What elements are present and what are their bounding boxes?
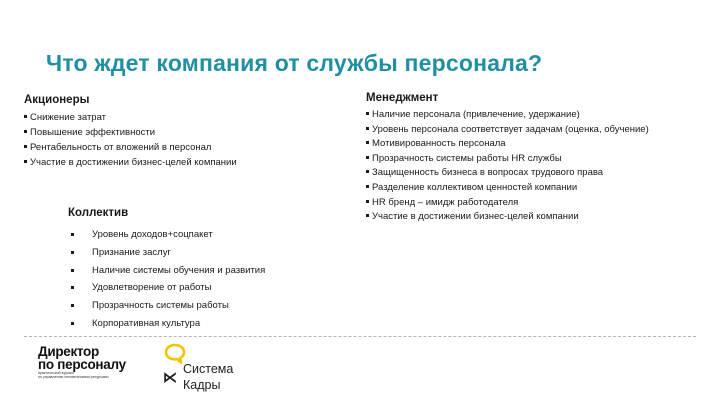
bullet-icon	[71, 322, 74, 325]
list-item	[366, 210, 656, 225]
list-item-text: Наличие системы обучения и развития	[92, 264, 266, 276]
list-item	[366, 137, 656, 152]
list-item	[366, 152, 656, 167]
bullet-icon	[71, 269, 74, 272]
bullet-icon	[71, 233, 74, 236]
list-item	[24, 125, 344, 140]
collective-heading: Коллектив	[68, 207, 129, 219]
footer-divider	[24, 336, 696, 337]
bullet-icon	[366, 141, 369, 144]
bullet-icon	[24, 145, 27, 148]
list-item	[366, 196, 656, 211]
list-item-text: Корпоративная культура	[92, 317, 201, 329]
bullet-icon	[71, 286, 74, 289]
list-item	[366, 123, 656, 138]
page-title: Что ждет компания от службы персонала?	[46, 50, 543, 76]
list-item-text: Защищенность бизнеса в вопросах трудового права	[372, 167, 604, 179]
list-item	[68, 315, 348, 333]
list-item-text: Участие в достижении бизнес-целей компании	[372, 211, 579, 223]
list-item-text: Участие в достижении бизнес-целей компании	[30, 157, 237, 168]
list-item	[68, 262, 348, 280]
list-item-text: Прозрачность системы работы	[92, 300, 229, 312]
list-item-text: Признание заслуг	[92, 246, 171, 258]
list-item	[68, 226, 348, 244]
bullet-icon	[24, 115, 27, 118]
list-item-text: Разделение коллективом ценностей компании	[372, 181, 578, 193]
director-logo-tagline1: практический журнал	[38, 371, 74, 375]
list-item-text: Мотивированность персонала	[372, 138, 506, 150]
sistema-logo-line1: Система	[183, 362, 234, 376]
collective-list	[68, 226, 348, 333]
bullet-icon	[366, 170, 369, 173]
shareholders-section	[24, 94, 344, 170]
management-section	[366, 92, 656, 225]
list-item	[366, 181, 656, 196]
list-item	[24, 155, 344, 170]
bullet-icon	[366, 156, 369, 159]
shareholders-list	[24, 110, 344, 170]
list-item-text: Прозрачность системы работы HR службы	[372, 152, 562, 164]
bullet-icon	[366, 185, 369, 188]
list-item	[24, 110, 344, 125]
list-item	[68, 279, 348, 297]
list-item-text: Наличие персонала (привлечение, удержание)	[372, 109, 580, 120]
list-item-text: Повышение эффективности	[30, 127, 156, 138]
director-logo-line1: Директор	[38, 344, 99, 359]
list-item-text: Уровень персонала соответствует задачам (оценка, обучение)	[372, 123, 649, 135]
sistema-kadry-logo	[161, 342, 251, 397]
management-list	[366, 108, 656, 225]
bullet-icon	[366, 127, 369, 130]
bullet-icon	[366, 112, 369, 115]
k-mark-icon: ⋉	[163, 369, 177, 385]
bullet-icon	[24, 130, 27, 133]
list-item	[366, 108, 656, 123]
list-item-text: Уровень доходов+соцпакет	[92, 229, 213, 240]
list-item	[366, 166, 656, 181]
sistema-logo-line2: Кадры	[183, 378, 221, 392]
list-item-text: Удовлетворение от работы	[92, 282, 212, 294]
list-item-text: HR бренд – имидж работодателя	[372, 196, 519, 208]
list-item-text: Снижение затрат	[30, 112, 107, 123]
bullet-icon	[24, 160, 27, 163]
director-logo	[38, 345, 158, 379]
bullet-icon	[71, 304, 74, 307]
shareholders-heading: Акционеры	[24, 94, 90, 106]
list-item	[68, 244, 348, 262]
list-item	[24, 140, 344, 155]
bullet-icon	[366, 200, 369, 203]
collective-section	[68, 207, 348, 333]
director-logo-line2: по персоналу	[38, 357, 126, 372]
management-heading: Менеджмент	[366, 92, 439, 104]
bullet-icon	[71, 251, 74, 254]
list-item	[68, 297, 348, 315]
list-item-text: Рентабельность от вложений в персонал	[30, 142, 212, 153]
bullet-icon	[366, 214, 369, 217]
director-logo-tagline2: по управлению человеческими ресурсами	[38, 375, 109, 379]
